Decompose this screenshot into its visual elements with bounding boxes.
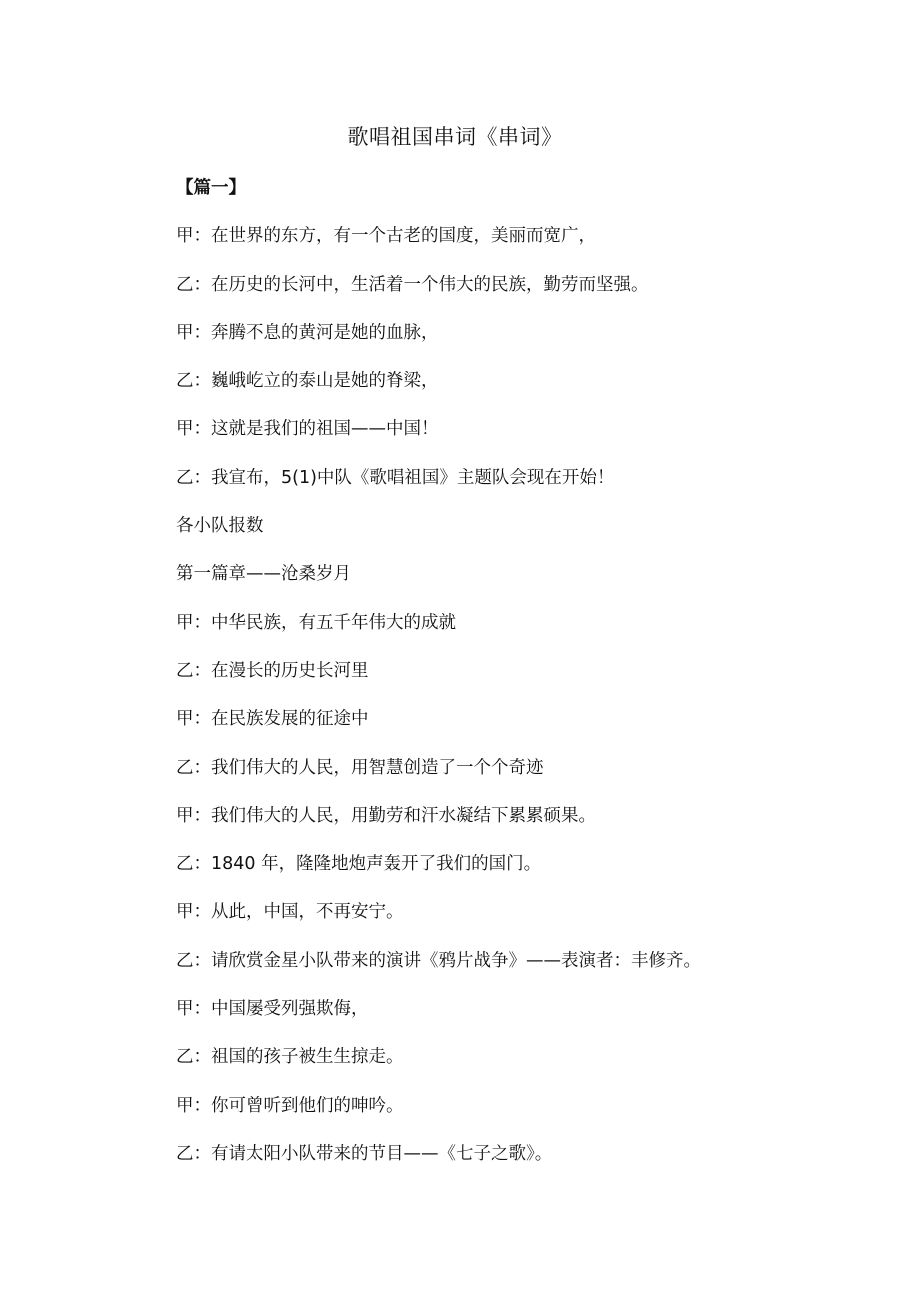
script-line: 甲：中华民族，有五千年伟大的成就: [176, 612, 456, 633]
script-line: 乙：祖国的孩子被生生掠走。: [176, 1047, 404, 1068]
script-line: 甲：在民族发展的征途中: [176, 709, 369, 730]
script-line: 乙：在漫长的历史长河里: [176, 660, 369, 681]
section-heading: 【篇一】: [176, 178, 246, 198]
script-line: 乙：有请太阳小队带来的节目——《七子之歌》。: [176, 1143, 553, 1164]
script-line: 甲：从此，中国，不再安宁。: [176, 902, 404, 923]
script-lines: [176, 170, 876, 1184]
script-line: 乙：巍峨屹立的泰山是她的脊梁，: [176, 371, 439, 392]
script-line: 乙：在历史的长河中，生活着一个伟大的民族，勤劳而坚强。: [176, 274, 649, 295]
script-line: 各小队报数: [176, 516, 264, 537]
script-line: 乙：请欣赏金星小队带来的演讲《鸦片战争》——表演者：丰修齐。: [176, 950, 701, 971]
script-line: 甲：奔腾不息的黄河是她的血脉，: [176, 322, 439, 343]
script-line: 甲：这就是我们的祖国——中国！: [176, 419, 439, 440]
script-line: 甲：你可曾听到他们的呻吟。: [176, 1095, 404, 1116]
script-line: 乙：我宣布，5(1)中队《歌唱祖国》主题队会现在开始！: [176, 467, 615, 488]
script-line: 甲：在世界的东方，有一个古老的国度，美丽而宽广，: [176, 226, 596, 247]
script-line: 甲：中国屡受列强欺侮，: [176, 999, 369, 1020]
document-title: 歌唱祖国串词《串词》: [347, 125, 563, 149]
script-line: 乙：1840 年，隆隆地炮声轰开了我们的国门。: [176, 854, 542, 875]
script-line: 乙：我们伟大的人民，用智慧创造了一个个奇迹: [176, 757, 544, 778]
chapter-heading: 第一篇章——沧桑岁月: [176, 564, 351, 585]
script-line: 甲：我们伟大的人民，用勤劳和汗水凝结下累累硕果。: [176, 805, 596, 826]
